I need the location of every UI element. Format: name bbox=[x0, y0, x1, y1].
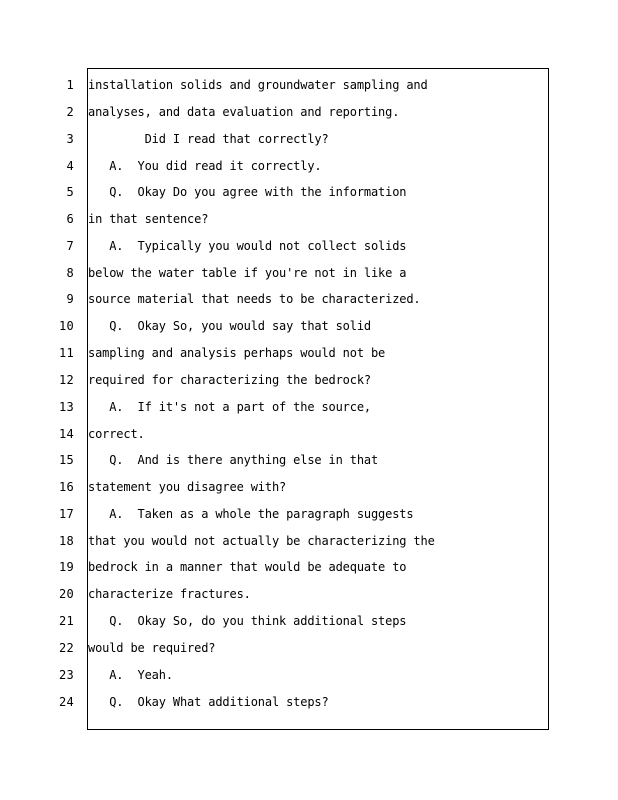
line-number: 8 bbox=[66, 266, 74, 280]
line-number: 16 bbox=[58, 480, 74, 494]
line-number: 23 bbox=[58, 668, 74, 682]
line-number: 4 bbox=[66, 159, 74, 173]
transcript-line: A. Yeah. bbox=[88, 668, 173, 682]
transcript-line: that you would not actually be characterizing the bbox=[88, 534, 435, 548]
transcript-line: installation solids and groundwater sampling and bbox=[88, 78, 428, 92]
transcript-line: in that sentence? bbox=[88, 212, 209, 226]
transcript-line: source material that needs to be characterized. bbox=[88, 292, 421, 306]
transcript-line: correct. bbox=[88, 427, 145, 441]
line-number: 10 bbox=[58, 319, 74, 333]
line-number: 5 bbox=[66, 185, 74, 199]
line-number: 14 bbox=[58, 427, 74, 441]
transcript-line: Q. Okay So, do you think additional steps bbox=[88, 614, 407, 628]
transcript-line: analyses, and data evaluation and reporting. bbox=[88, 105, 400, 119]
transcript-line: sampling and analysis perhaps would not be bbox=[88, 346, 386, 360]
transcript-line: A. If it's not a part of the source, bbox=[88, 400, 371, 414]
line-number: 3 bbox=[66, 132, 74, 146]
line-number: 11 bbox=[58, 346, 74, 360]
transcript-line: would be required? bbox=[88, 641, 216, 655]
transcript-line: characterize fractures. bbox=[88, 587, 251, 601]
line-number: 6 bbox=[66, 212, 74, 226]
line-number: 13 bbox=[58, 400, 74, 414]
transcript-line: Q. Okay Do you agree with the information bbox=[88, 185, 407, 199]
line-number: 1 bbox=[66, 78, 74, 92]
transcript-line: statement you disagree with? bbox=[88, 480, 287, 494]
transcript-line: A. You did read it correctly. bbox=[88, 159, 322, 173]
line-number: 9 bbox=[66, 292, 74, 306]
line-number: 15 bbox=[58, 453, 74, 467]
transcript-line: Q. And is there anything else in that bbox=[88, 453, 379, 467]
line-number: 24 bbox=[58, 695, 74, 709]
transcript-line: Q. Okay What additional steps? bbox=[88, 695, 329, 709]
line-number: 19 bbox=[58, 560, 74, 574]
line-number: 18 bbox=[58, 534, 74, 548]
line-number: 21 bbox=[58, 614, 74, 628]
line-number: 17 bbox=[58, 507, 74, 521]
transcript-line: required for characterizing the bedrock? bbox=[88, 373, 371, 387]
line-number: 20 bbox=[58, 587, 74, 601]
line-number: 2 bbox=[66, 105, 74, 119]
line-number: 22 bbox=[58, 641, 74, 655]
line-number: 7 bbox=[66, 239, 74, 253]
transcript-line: Q. Okay So, you would say that solid bbox=[88, 319, 371, 333]
transcript-line: bedrock in a manner that would be adequate to bbox=[88, 560, 407, 574]
transcript-line: Did I read that correctly? bbox=[88, 132, 329, 146]
line-number: 12 bbox=[58, 373, 74, 387]
transcript-line: A. Typically you would not collect solids bbox=[88, 239, 407, 253]
transcript-line: below the water table if you're not in like a bbox=[88, 266, 407, 280]
transcript-line: A. Taken as a whole the paragraph suggests bbox=[88, 507, 414, 521]
